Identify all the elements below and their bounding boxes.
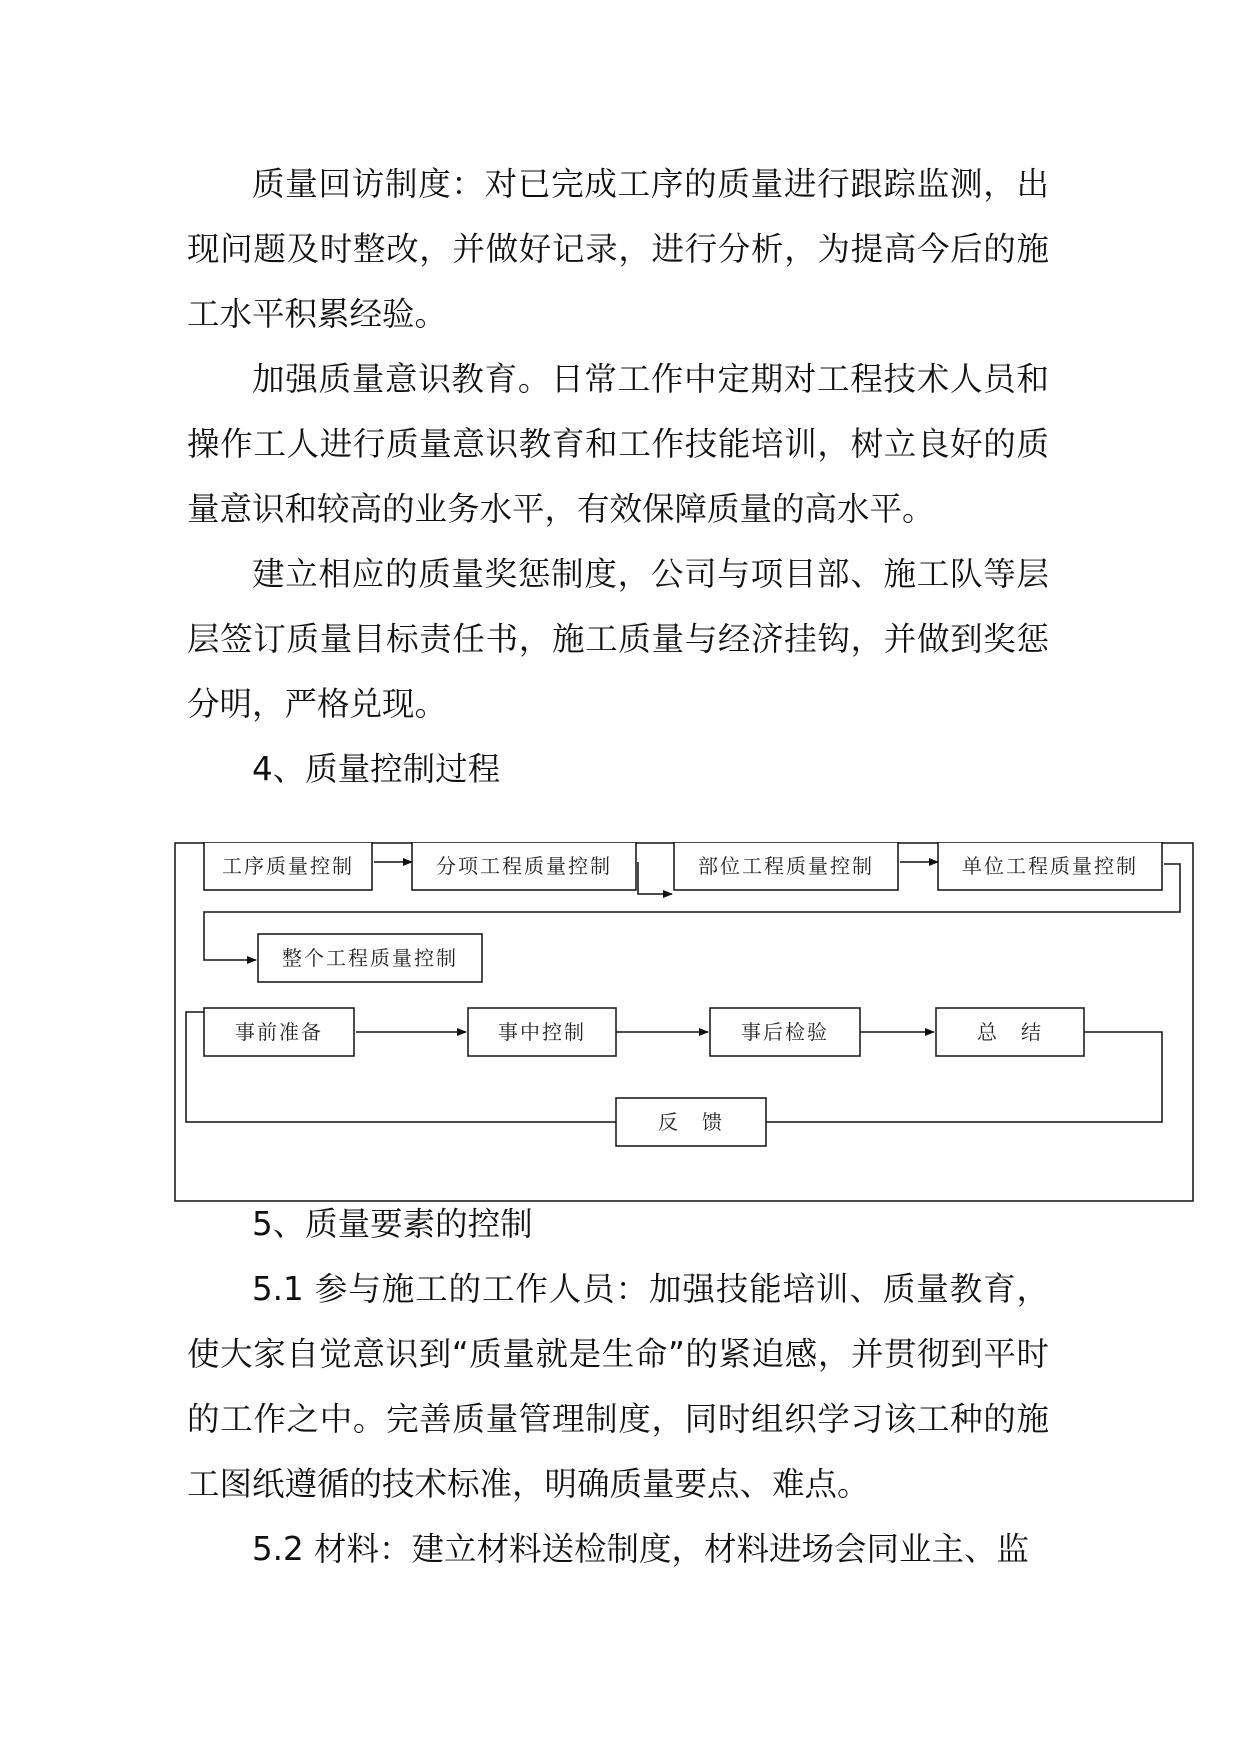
box-label: 事中控制 bbox=[498, 1020, 586, 1044]
paragraph-quality-revisit: 质量回访制度：对已完成工序的质量进行跟踪监测，出现问题及时整改，并做好记录，进行分析，为提高今后的施工水平积累经验。 bbox=[187, 165, 1049, 333]
box-post-inspection bbox=[710, 1008, 860, 1056]
box-label: 分项工程质量控制 bbox=[436, 854, 612, 878]
section-4-heading: 4、质量控制过程 bbox=[252, 750, 501, 788]
box-label: 工序质量控制 bbox=[222, 854, 354, 878]
paragraph-5-2-materials: 5.2 材料：建立材料送检制度，材料进场会同业主、监 bbox=[252, 1530, 1030, 1568]
paragraph-5-1-personnel: 5.1 参与施工的工作人员：加强技能培训、质量教育，使大家自觉意识到“质量就是生命”的紧迫感，并贯彻到平时的工作之中。完善质量管理制度，同时组织学习该工种的施工图纸遵循的技术标准，明确质量要点、难点。 bbox=[187, 1270, 1049, 1503]
box-part-quality bbox=[674, 842, 898, 890]
box-label: 事前准备 bbox=[235, 1020, 323, 1044]
box-pre-preparation bbox=[204, 1008, 354, 1056]
section-5-heading: 5、质量要素的控制 bbox=[252, 1205, 533, 1243]
paragraph-reward-punishment: 建立相应的质量奖惩制度，公司与项目部、施工队等层层签订质量目标责任书，施工质量与经济挂钩，并做到奖惩分明，严格兑现。 bbox=[187, 555, 1049, 723]
box-label: 部位工程质量控制 bbox=[698, 854, 874, 878]
box-subitem-quality bbox=[412, 842, 636, 890]
box-label: 反 馈 bbox=[658, 1110, 724, 1134]
paragraph-quality-education: 加强质量意识教育。日常工作中定期对工程技术人员和操作工人进行质量意识教育和工作技能培训，树立良好的质量意识和较高的业务水平，有效保障质量的高水平。 bbox=[187, 360, 1049, 528]
box-in-process-control bbox=[468, 1008, 616, 1056]
box-label: 整个工程质量控制 bbox=[282, 946, 458, 970]
arrow-2-3 bbox=[638, 862, 672, 894]
box-process-quality bbox=[204, 842, 372, 890]
box-feedback bbox=[616, 1098, 766, 1146]
box-label: 单位工程质量控制 bbox=[962, 854, 1138, 878]
box-overall-quality bbox=[258, 934, 482, 982]
box-label: 事后检验 bbox=[741, 1020, 829, 1044]
box-label: 总 结 bbox=[977, 1020, 1043, 1044]
quality-control-flow-diagram bbox=[174, 842, 1194, 1206]
box-summary bbox=[936, 1008, 1084, 1056]
box-unit-quality bbox=[938, 842, 1162, 890]
